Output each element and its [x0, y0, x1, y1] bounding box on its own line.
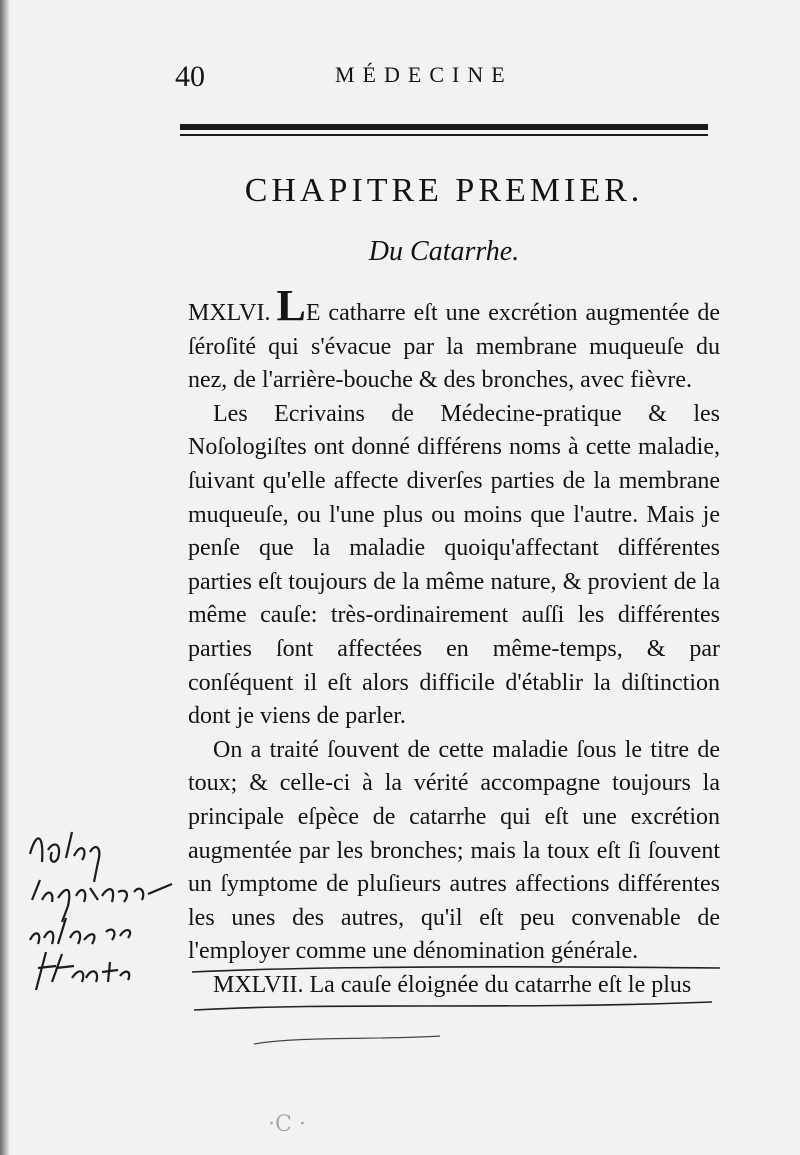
paragraph-text: E catharre eſt une excrétion augmentée de ſéroſité qui s'évacue par la membrane muqueuſe du nez, de l'arrière-bouche & des bronches, avec fièvre.: [188, 300, 720, 394]
page-number: 40: [175, 60, 205, 93]
paragraph-3: On a traité ſouvent de cette maladie ſous le titre de toux; & celle-ci à la vérité accompagne toujours la principale eſpèce de catarrhe qui eſt une excrétion augmentée par les bronches; mais la toux eſt ſi ſouvent un ſymptome de pluſieurs autres affections différentes les unes des autres, qu'il eſt peu convenable de l'employer comme une dénomination générale.: [188, 736, 720, 965]
chapter-subtitle: Du Catarrhe.: [368, 236, 520, 267]
faint-mark: ·C ·: [268, 1112, 306, 1137]
paragraph-text: La cauſe éloignée du catarrhe eſt le plus: [309, 971, 692, 998]
drop-cap: L: [276, 281, 306, 330]
paragraph-2: Les Ecrivains de Médecine-pratique & les Noſologiſtes ont donné différens noms à cette maladie, ſuivant qu'elle affecte diverſes parties de la membrane muqueuſe, ou l'une plus ou moins que l'autre. Mais je penſe que la maladie quoiqu'affectant différentes parties eſt toujours de la même nature, & provient de la même cauſe: très-ordinairement auſſi les différentes parties ſont affectées en même-temps, & par conſéquent il eſt alors difficile d'établir la diſtinction dont je viens de parler.: [188, 400, 720, 730]
running-head: MÉDECINE: [335, 62, 513, 87]
section-number: MXLVI.: [188, 300, 271, 326]
section-number: MXLVII.: [213, 971, 304, 998]
chapter-title: CHAPITRE PREMIER.: [244, 172, 644, 209]
